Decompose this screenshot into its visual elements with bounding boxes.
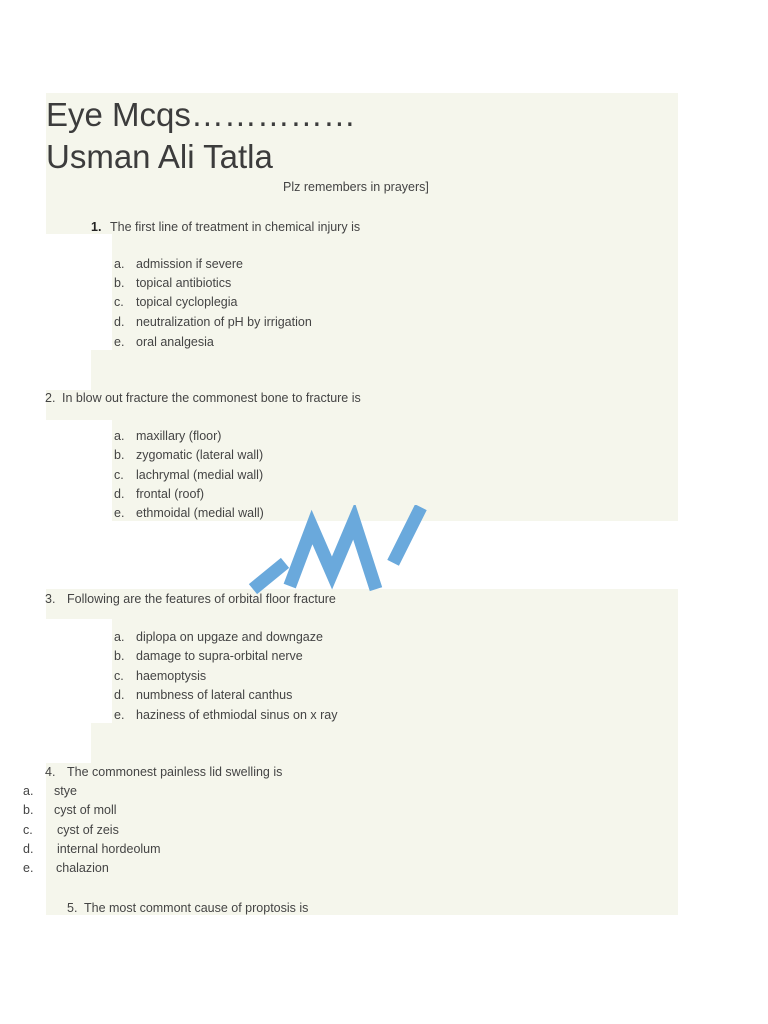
option-text: frontal (roof) <box>136 487 205 501</box>
option-text: topical antibiotics <box>136 276 232 290</box>
option-text: cyst of zeis <box>57 823 119 837</box>
option-label: d. <box>23 842 34 856</box>
option-label: e. <box>114 708 125 722</box>
question-number: 5. <box>67 901 78 915</box>
question-text: The most commont cause of proptosis is <box>84 901 309 915</box>
question-text: The first line of treatment in chemical injury is <box>110 220 361 234</box>
option-label: b. <box>23 803 34 817</box>
option-text: admission if severe <box>136 257 243 271</box>
option-label: e. <box>114 335 125 349</box>
background-panel <box>46 763 678 915</box>
option-text: haemoptysis <box>136 669 207 683</box>
option-label: c. <box>23 823 33 837</box>
option-text: cyst of moll <box>54 803 117 817</box>
option-label: d. <box>114 688 125 702</box>
option-label: a. <box>114 630 125 644</box>
watermark-stroke <box>292 521 374 583</box>
option-label: a. <box>114 429 125 443</box>
question-number: 3. <box>45 592 56 606</box>
option-label: b. <box>114 448 125 462</box>
option-text: internal hordeolum <box>57 842 161 856</box>
watermark-graphic <box>240 505 460 595</box>
question-text: The commonest painless lid swelling is <box>67 765 283 779</box>
option-text: ethmoidal (medial wall) <box>136 506 264 520</box>
question-text: Following are the features of orbital floor fracture <box>67 592 336 606</box>
question-number: 4. <box>45 765 56 779</box>
option-label: e. <box>114 506 125 520</box>
option-label: a. <box>114 257 125 271</box>
question-number: 2. <box>45 391 56 405</box>
background-panel <box>112 234 678 350</box>
option-label: c. <box>114 468 124 482</box>
option-text: damage to supra-orbital nerve <box>136 649 303 663</box>
question-text: In blow out fracture the commonest bone to fracture is <box>62 391 361 405</box>
option-text: diplopa on upgaze and downgaze <box>136 630 323 644</box>
option-text: lachrymal (medial wall) <box>136 468 264 482</box>
option-label: d. <box>114 487 125 501</box>
document-title: Eye Mcqs…………… <box>46 96 356 133</box>
option-label: b. <box>114 276 125 290</box>
background-panel <box>91 350 678 390</box>
option-text: numbness of lateral canthus <box>136 688 293 702</box>
option-text: stye <box>54 784 77 798</box>
question-number: 1. <box>91 220 102 234</box>
background-panel <box>91 723 678 763</box>
option-text: oral analgesia <box>136 335 214 349</box>
option-text: topical cycloplegia <box>136 295 238 309</box>
option-label: d. <box>114 315 125 329</box>
option-label: c. <box>114 295 124 309</box>
option-text: zygomatic (lateral wall) <box>136 448 264 462</box>
author-name: Usman Ali Tatla <box>46 138 273 175</box>
option-text: haziness of ethmiodal sinus on x ray <box>136 708 338 722</box>
watermark-stroke <box>258 567 280 585</box>
subtitle: Plz remembers in prayers] <box>283 180 429 194</box>
watermark-stroke <box>396 513 418 557</box>
option-text: neutralization of pH by irrigation <box>136 315 312 329</box>
option-label: e. <box>23 861 34 875</box>
option-label: c. <box>114 669 124 683</box>
option-label: a. <box>23 784 34 798</box>
option-label: b. <box>114 649 125 663</box>
option-text: chalazion <box>56 861 109 875</box>
option-text: maxillary (floor) <box>136 429 222 443</box>
watermark <box>240 505 460 595</box>
